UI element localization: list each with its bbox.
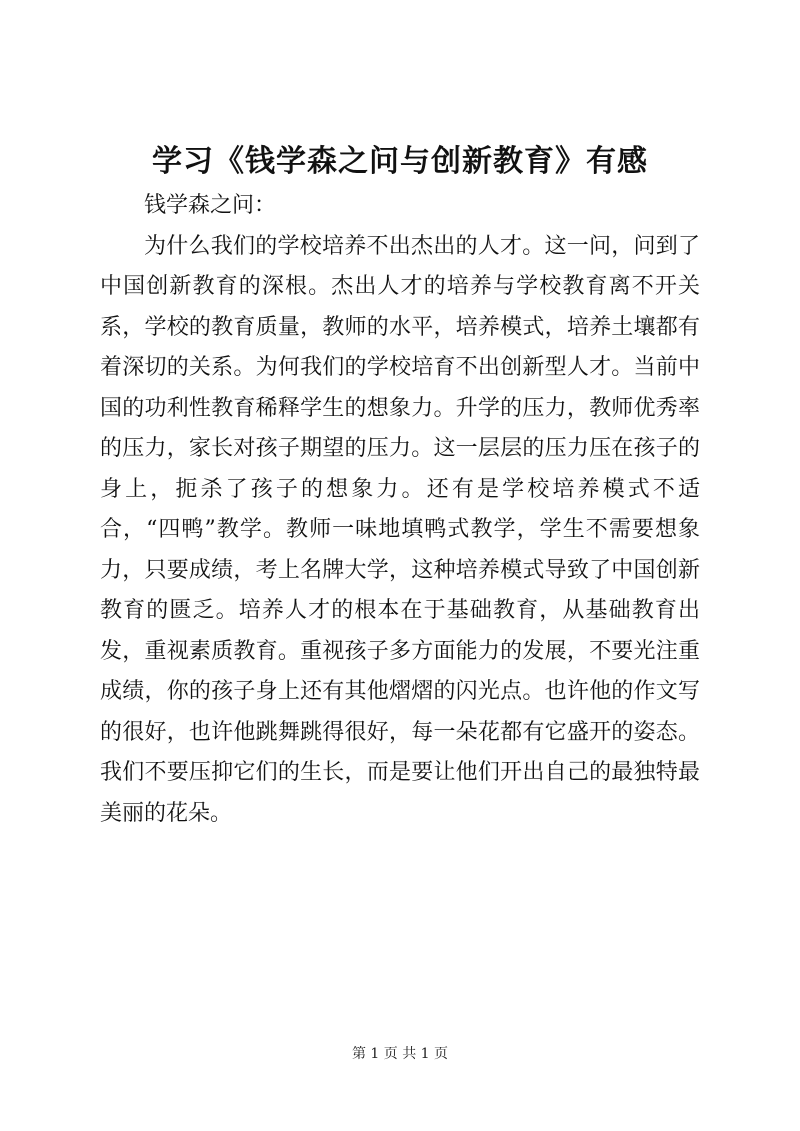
document-body — [100, 186, 700, 834]
paragraph-main: 为什么我们的学校培养不出杰出的人才。这一问，问到了中国创新教育的深根。杰出人才的培养与学校教育离不开关系，学校的教育质量，教师的水平，培养模式，培养土壤都有着深切的关系。为何我们的学校培育不出创新型人才。当前中国的功利性教育稀释学生的想象力。升学的压力，教师优秀率的压力，家长对孩子期望的压力。这一层层的压力压在孩子的身上，扼杀了孩子的想象力。还有是学校培养模式不适合，“四鸭”教学。教师一味地填鸭式教学，学生不需要想象力，只要成绩，考上名牌大学，这种培养模式导致了中国创新教育的匮乏。培养人才的根本在于基础教育，从基础教育出发，重视素质教育。重视孩子多方面能力的发展，不要光注重成绩，你的孩子身上还有其他熠熠的闪光点。也许他的作文写的很好，也许他跳舞跳得很好，每一朵花都有它盛开的姿态。我们不要压抑它们的生长，而是要让他们开出自己的最独特最美丽的花朵。 — [100, 233, 700, 826]
paragraph-intro: 钱学森之问： — [144, 193, 277, 218]
page-footer: 第 1 页 共 1 页 — [351, 1046, 449, 1062]
page-title: 学习《钱学森之问与创新教育》有感 — [152, 144, 648, 179]
